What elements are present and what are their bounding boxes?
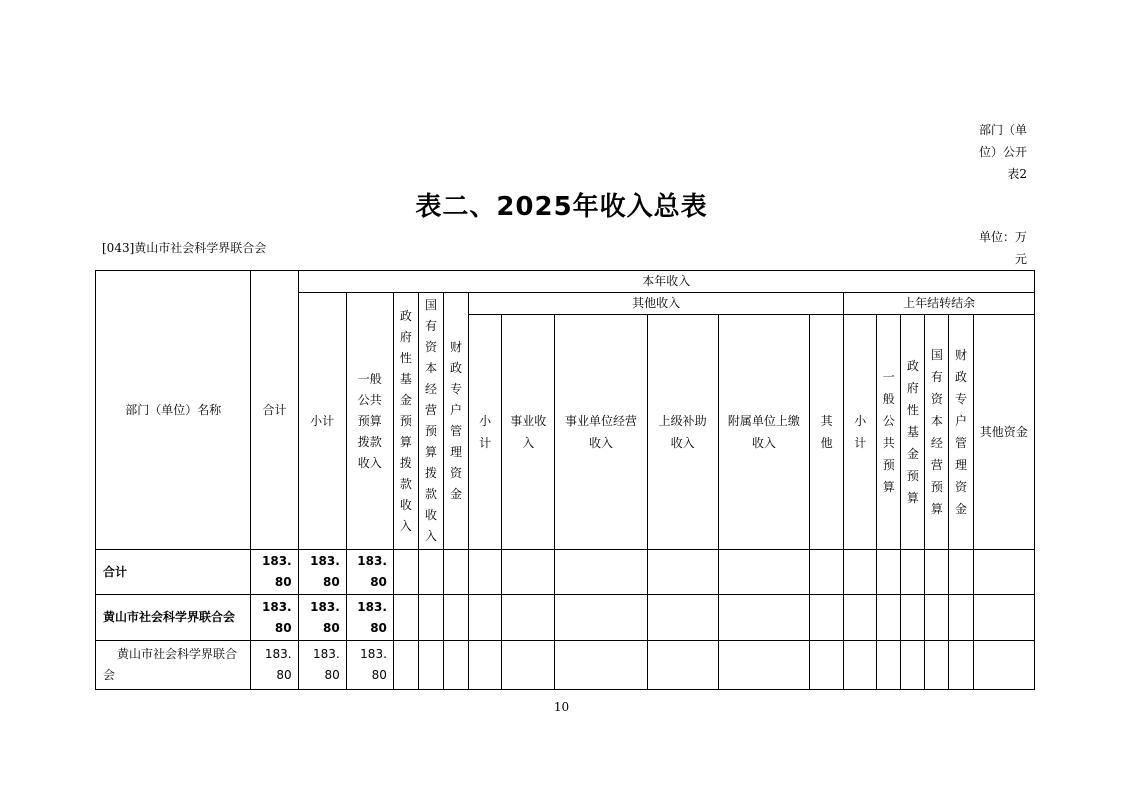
header-total: 合计 <box>251 271 298 550</box>
row-total: 183.80 <box>251 550 298 595</box>
row-total: 183.80 <box>251 595 298 641</box>
header-fiscal-special: 财政专户管理资金 <box>444 293 469 550</box>
header-carry-state-capital: 国有资本经营预算 <box>925 315 949 550</box>
header-current-year-income: 本年收入 <box>298 271 1034 293</box>
row-total: 183.80 <box>251 641 298 690</box>
row-general-budget: 183.80 <box>346 595 393 641</box>
header-carryover: 上年结转结余 <box>844 293 1035 315</box>
header-general-budget: 一般公共预算拨款收入 <box>346 293 393 550</box>
header-operating-income: 事业单位经营收入 <box>555 315 647 550</box>
header-carry-fiscal-special: 财政专户管理资金 <box>949 315 973 550</box>
unit-note: 单位：万元 <box>978 230 1027 266</box>
table-row <box>96 641 1035 690</box>
header-business-income: 事业收入 <box>502 315 555 550</box>
header-state-capital: 国有资本经营预算拨款收入 <box>418 293 443 550</box>
header-carry-subtotal: 小计 <box>844 315 877 550</box>
page-number: 10 <box>553 700 570 714</box>
header-subtotal: 小计 <box>298 293 346 550</box>
row-name: 合计 <box>96 550 251 595</box>
header-other-income: 其他收入 <box>469 293 844 315</box>
header-gov-fund: 政府性基金预算拨款收入 <box>393 293 418 550</box>
corner-note: 部门（单位）公开表2 <box>978 123 1027 181</box>
header-affiliated-income: 附属单位上缴收入 <box>718 315 809 550</box>
income-summary-table <box>95 270 1035 690</box>
table-row <box>96 550 1035 595</box>
row-name: 黄山市社会科学界联合会 <box>96 641 251 690</box>
header-other: 其他 <box>810 315 844 550</box>
table-row <box>96 595 1035 641</box>
row-general-budget: 183.80 <box>346 641 393 690</box>
header-carry-general: 一般公共预算 <box>877 315 901 550</box>
header-carry-other: 其他资金 <box>973 315 1035 550</box>
row-general-budget: 183.80 <box>346 550 393 595</box>
row-subtotal: 183.80 <box>298 550 346 595</box>
department-code: [043]黄山市社会科学界联合会 <box>102 241 267 255</box>
page-title: 表二、2025年收入总表 <box>415 192 708 222</box>
row-name: 黄山市社会科学界联合会 <box>96 595 251 641</box>
header-superior-subsidy: 上级补助收入 <box>647 315 718 550</box>
header-dept-name: 部门（单位）名称 <box>96 271 251 550</box>
row-subtotal: 183.80 <box>298 595 346 641</box>
header-carry-gov-fund: 政府性基金预算 <box>901 315 925 550</box>
header-other-subtotal: 小计 <box>469 315 502 550</box>
row-subtotal: 183.80 <box>298 641 346 690</box>
